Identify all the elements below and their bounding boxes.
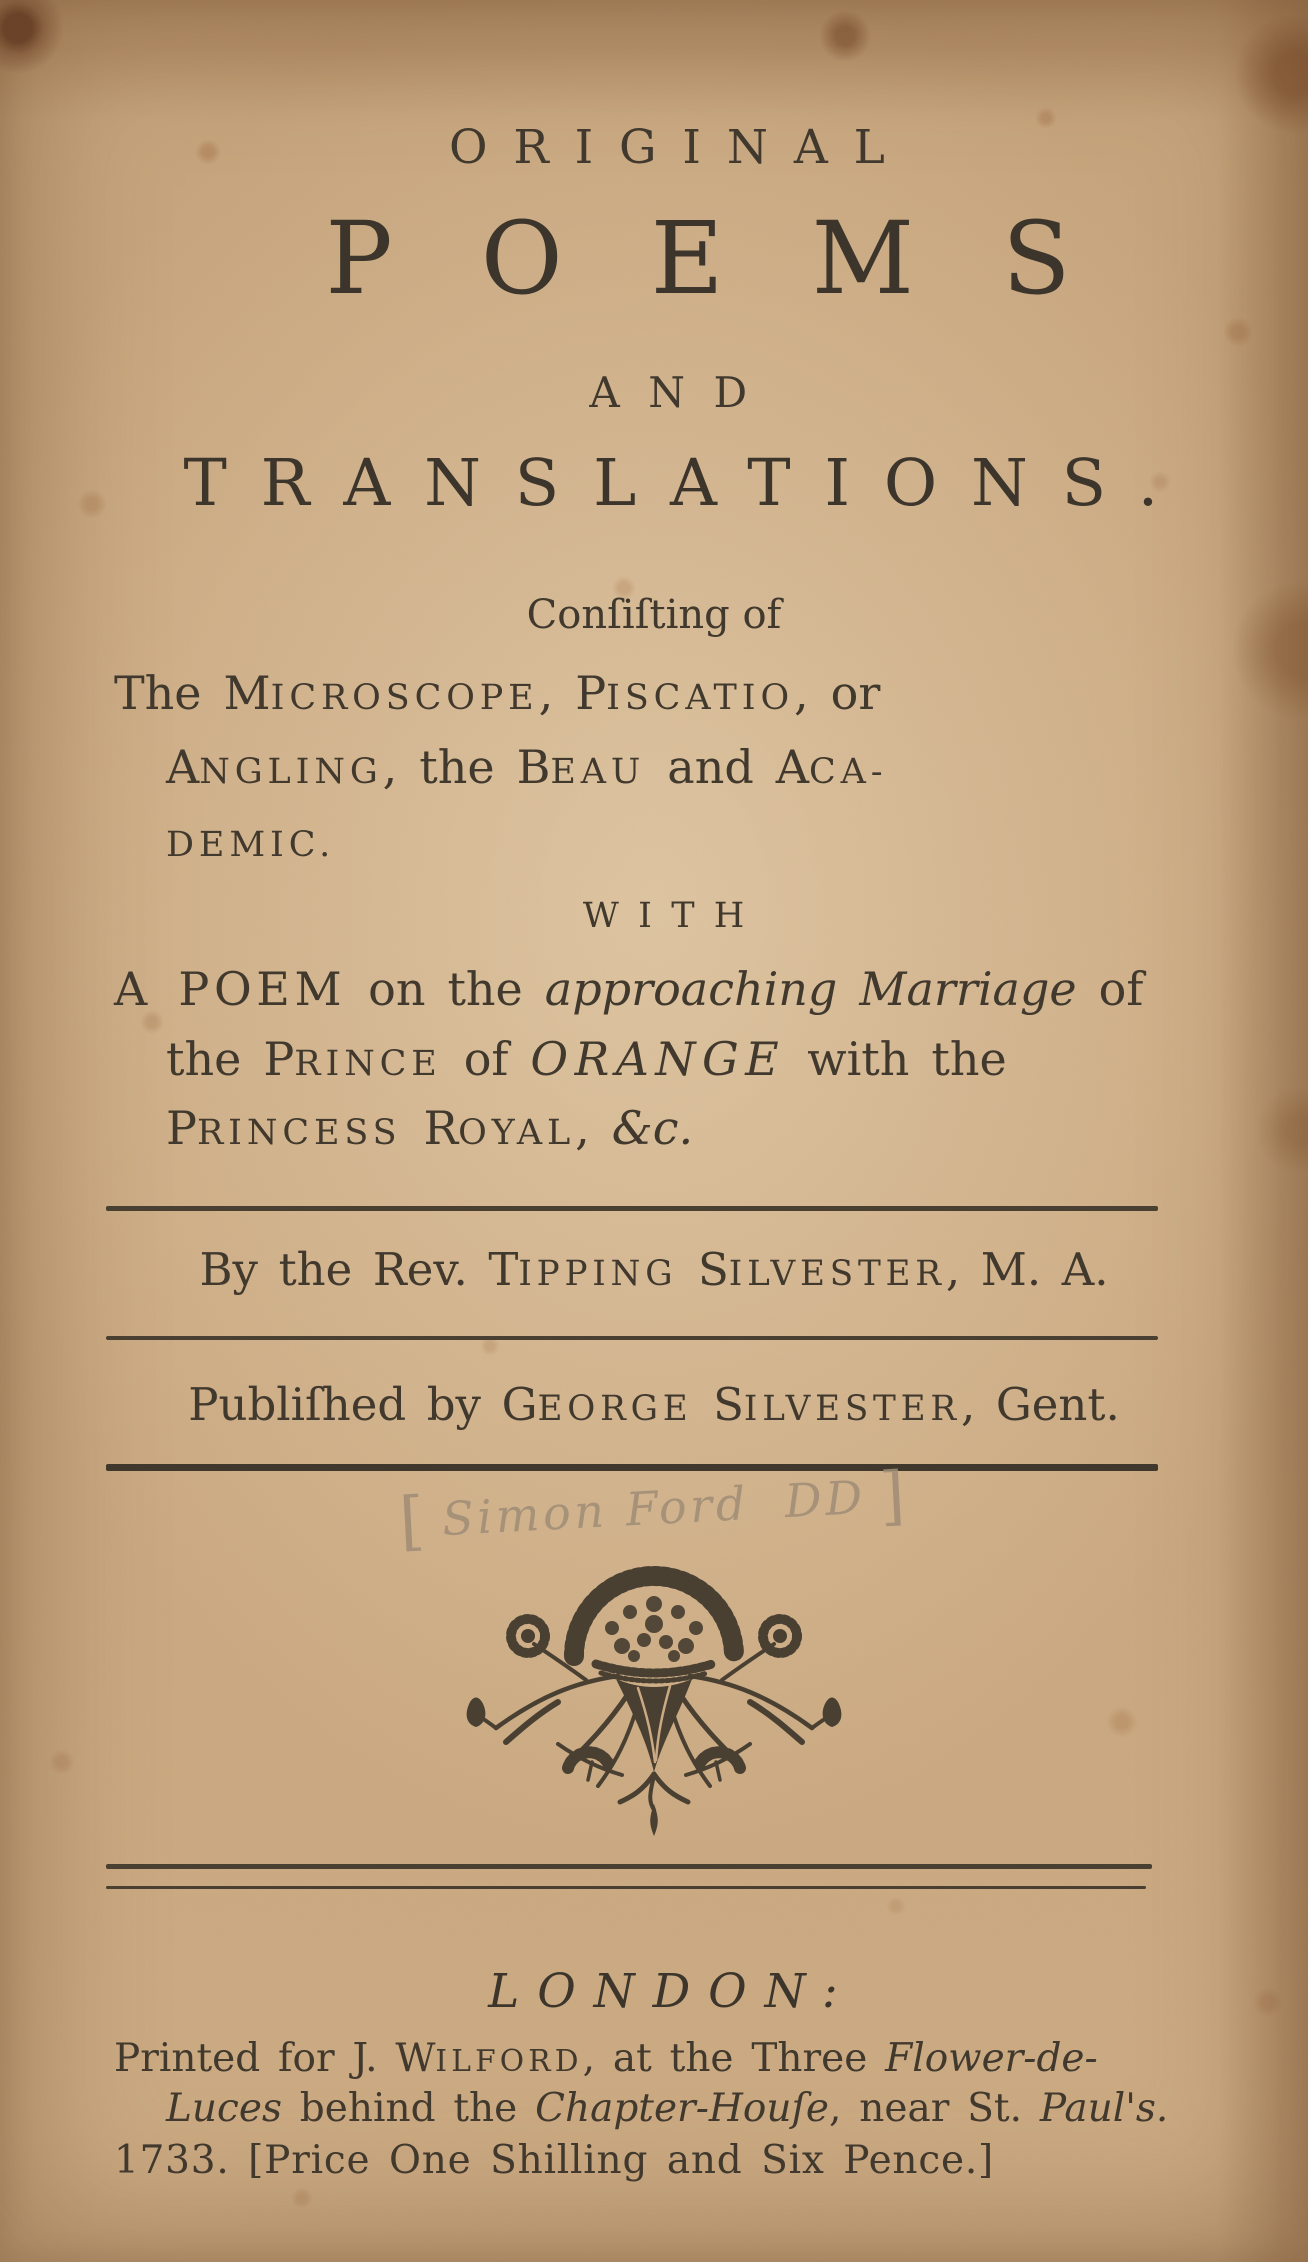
text-segment: IPPING — [518, 1254, 678, 1294]
title-line-translations: TRANSLATIONS. — [183, 446, 1193, 521]
text-segment: Printed for J. — [114, 2036, 396, 2081]
text-segment: RINCE — [294, 1044, 442, 1084]
text-segment — [692, 1378, 713, 1431]
text-segment: , the — [382, 740, 517, 794]
horizontal-rule-middle — [106, 1336, 1158, 1340]
poem-line-1 — [114, 962, 1143, 1016]
text-segment: A POEM — [114, 962, 347, 1016]
text-segment: &c. — [611, 1101, 694, 1155]
text-segment — [677, 1243, 698, 1296]
text-segment: R — [423, 1101, 459, 1155]
horizontal-rule-top — [106, 1206, 1158, 1211]
imprint-line-3 — [114, 2138, 994, 2183]
text-segment: , M. A. — [945, 1243, 1109, 1296]
imprint-line-1 — [114, 2036, 1098, 2081]
text-segment: S — [697, 1243, 729, 1296]
byline — [0, 1243, 1308, 1296]
text-segment: Luces — [166, 2086, 282, 2131]
title-line-poems: POEMS — [325, 200, 1159, 317]
annotation-name: Simon Ford — [440, 1476, 751, 1547]
text-segment: P — [575, 666, 607, 720]
text-segment: EAU — [550, 752, 646, 792]
text-segment: NGLING — [199, 752, 383, 792]
text-segment: RINCESS — [196, 1113, 402, 1153]
text-segment: Flower-de- — [885, 2036, 1098, 2081]
double-rule-upper — [106, 1864, 1152, 1869]
text-segment: CA- — [808, 752, 888, 792]
text-segment: EORGE — [537, 1389, 693, 1429]
text-segment: ILVESTER — [728, 1254, 946, 1294]
annotation-suffix: DD — [783, 1469, 868, 1529]
text-segment: The — [114, 666, 224, 720]
title-line-original: ORIGINAL — [449, 120, 911, 175]
text-segment: P — [263, 1032, 295, 1086]
with-line: WITH — [582, 896, 764, 936]
text-segment: Paul's. — [1039, 2086, 1169, 2131]
text-segment: ILFORD — [435, 2043, 583, 2078]
floral-urn-ornament — [434, 1552, 874, 1852]
text-segment: OYAL — [458, 1113, 576, 1153]
text-segment: behind the — [281, 2086, 536, 2131]
annotation-close-bracket: ] — [877, 1458, 911, 1535]
double-rule-lower — [106, 1886, 1146, 1889]
text-segment: By the Rev. — [199, 1243, 489, 1296]
text-segment: Chapter-Houſe — [535, 2086, 829, 2131]
text-segment: W — [395, 2036, 436, 2081]
text-segment: of — [441, 1032, 531, 1086]
text-segment: with the — [785, 1032, 1007, 1086]
text-segment: ORANGE — [530, 1032, 786, 1086]
text-segment: the — [166, 1032, 264, 1086]
imprint-line-2 — [166, 2086, 1168, 2131]
text-segment: B — [516, 740, 551, 794]
text-segment: S — [713, 1378, 744, 1431]
text-segment: on the — [346, 962, 545, 1016]
text-segment: M — [223, 666, 271, 720]
text-segment: ISCATIO — [606, 678, 795, 718]
text-segment: , at the Three — [582, 2036, 886, 2081]
annotation-open-bracket: [ — [397, 1483, 431, 1560]
title-line-and: AND — [589, 368, 776, 417]
text-segment: of — [1076, 962, 1144, 1016]
poem-line-2 — [166, 1032, 1007, 1086]
text-segment: 1733. [Price One Shilling and Six Pence.] — [114, 2138, 994, 2183]
contents-line-3 — [166, 813, 335, 867]
text-segment: , near St. — [829, 2086, 1040, 2131]
text-segment: A — [166, 740, 200, 794]
text-segment: DEMIC. — [166, 825, 336, 865]
text-segment: , or — [794, 666, 881, 720]
contents-line-1 — [114, 666, 880, 720]
text-segment: ILVESTER — [743, 1389, 961, 1429]
text-segment — [401, 1101, 423, 1155]
text-segment: A — [775, 740, 809, 794]
contents-line-2 — [166, 740, 887, 794]
text-segment: , — [538, 666, 576, 720]
text-segment: G — [501, 1378, 538, 1431]
text-segment: P — [166, 1101, 197, 1155]
text-segment: , — [575, 1101, 612, 1155]
text-segment: ICROSCOPE — [270, 678, 539, 718]
poem-line-3 — [166, 1101, 693, 1155]
text-segment: , Gent. — [960, 1378, 1120, 1431]
consisting-of-line: Conſiſting of — [526, 592, 782, 638]
text-segment: T — [488, 1243, 519, 1296]
text-segment: approaching Marriage — [544, 962, 1077, 1016]
text-segment: Publiſhed by — [188, 1378, 502, 1431]
text-segment: and — [645, 740, 776, 794]
publisher-line — [0, 1378, 1308, 1431]
imprint-city: LONDON: — [488, 1964, 856, 2019]
